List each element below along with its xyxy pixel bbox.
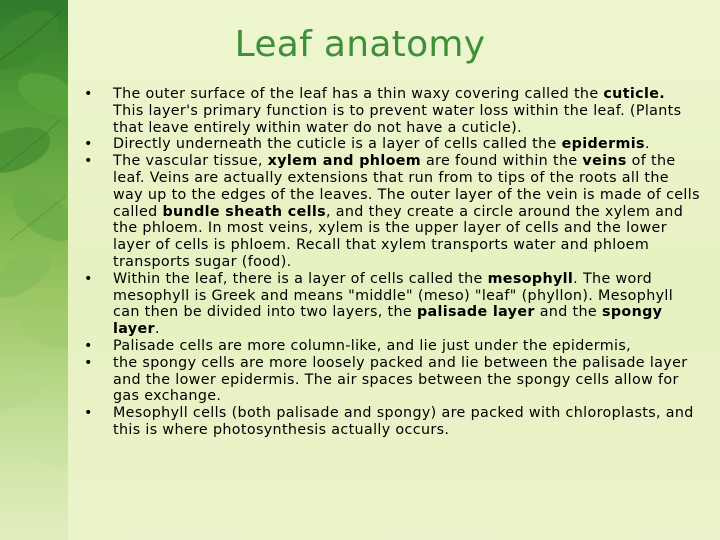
bullet-item <box>84 86 700 136</box>
bullet-icon: • <box>84 153 93 170</box>
text-run: of the leaf. Veins are actually extensions that run from to tips of the roots all the way up to the edges of the leaves. The outer layer of the vein is made of cells called <box>113 153 700 220</box>
bullet-item <box>84 153 700 271</box>
text-run: , and they create a circle around the xylem and the phloem. In most veins, xylem is the upper layer of cells and the lower layer of cells is phloem. Recall that xylem transports water and phloem transports sugar (food). <box>113 203 684 270</box>
bold-term: bundle sheath cells <box>162 203 326 220</box>
text-run: . <box>154 321 160 338</box>
bullet-text <box>113 405 700 439</box>
text-run: the spongy cells are more loosely packed and lie between the palisade layer and the lower epidermis. The air spaces between the spongy cells allow for gas exchange. <box>113 354 688 405</box>
text-run: . The word mesophyll is Greek and means "middle" (meso) "leaf" (phyllon). Mesophyll can then be divided into two layers, the <box>113 270 674 321</box>
text-run: This layer's primary function is to prevent water loss within the leaf. (Plants that leave entirely within water do not have a cuticle). <box>113 102 682 136</box>
bullet-item <box>84 355 700 405</box>
bullet-icon: • <box>84 405 93 422</box>
text-run: The vascular tissue, <box>113 153 268 170</box>
bullet-text <box>113 355 700 405</box>
bold-term: spongy layer <box>113 304 663 338</box>
bold-term: veins <box>582 153 627 170</box>
bullet-icon: • <box>84 86 93 102</box>
green-leaves-photo <box>0 0 68 540</box>
bold-term: xylem and phloem <box>267 153 422 170</box>
bullet-text <box>113 271 700 338</box>
bullet-item <box>84 136 700 153</box>
text-run: . <box>644 136 650 153</box>
bold-term: mesophyll <box>487 270 574 287</box>
bullet-text <box>113 86 700 136</box>
text-run: Directly underneath the cuticle is a layer of cells called the <box>113 136 562 153</box>
bullet-icon: • <box>84 337 93 354</box>
bullet-icon: • <box>84 136 93 153</box>
bold-term: epidermis <box>561 136 645 153</box>
bullet-item <box>84 338 700 355</box>
text-run: and the <box>534 304 602 321</box>
bullet-icon: • <box>84 354 93 371</box>
slide-title: Leaf anatomy <box>234 24 486 65</box>
bullet-list <box>84 86 700 439</box>
bold-term: palisade layer <box>416 304 535 321</box>
bullet-item <box>84 271 700 338</box>
text-run: Within the leaf, there is a layer of cells called the <box>113 270 488 287</box>
bullet-icon: • <box>84 270 93 287</box>
text-run: The outer surface of the leaf has a thin waxy covering called the <box>113 86 604 102</box>
bullet-text <box>113 136 700 153</box>
text-run: are found within the <box>421 153 583 170</box>
bullet-text <box>113 153 700 271</box>
text-run: Mesophyll cells (both palisade and spongy) are packed with chloroplasts, and this is where photosynthesis actually occurs. <box>113 405 694 438</box>
bullet-text <box>113 338 700 355</box>
bold-term: cuticle. <box>603 86 666 102</box>
text-run: Palisade cells are more column-like, and lie just under the epidermis, <box>113 337 632 354</box>
leaf-icon <box>0 0 68 540</box>
bullet-item <box>84 405 700 439</box>
